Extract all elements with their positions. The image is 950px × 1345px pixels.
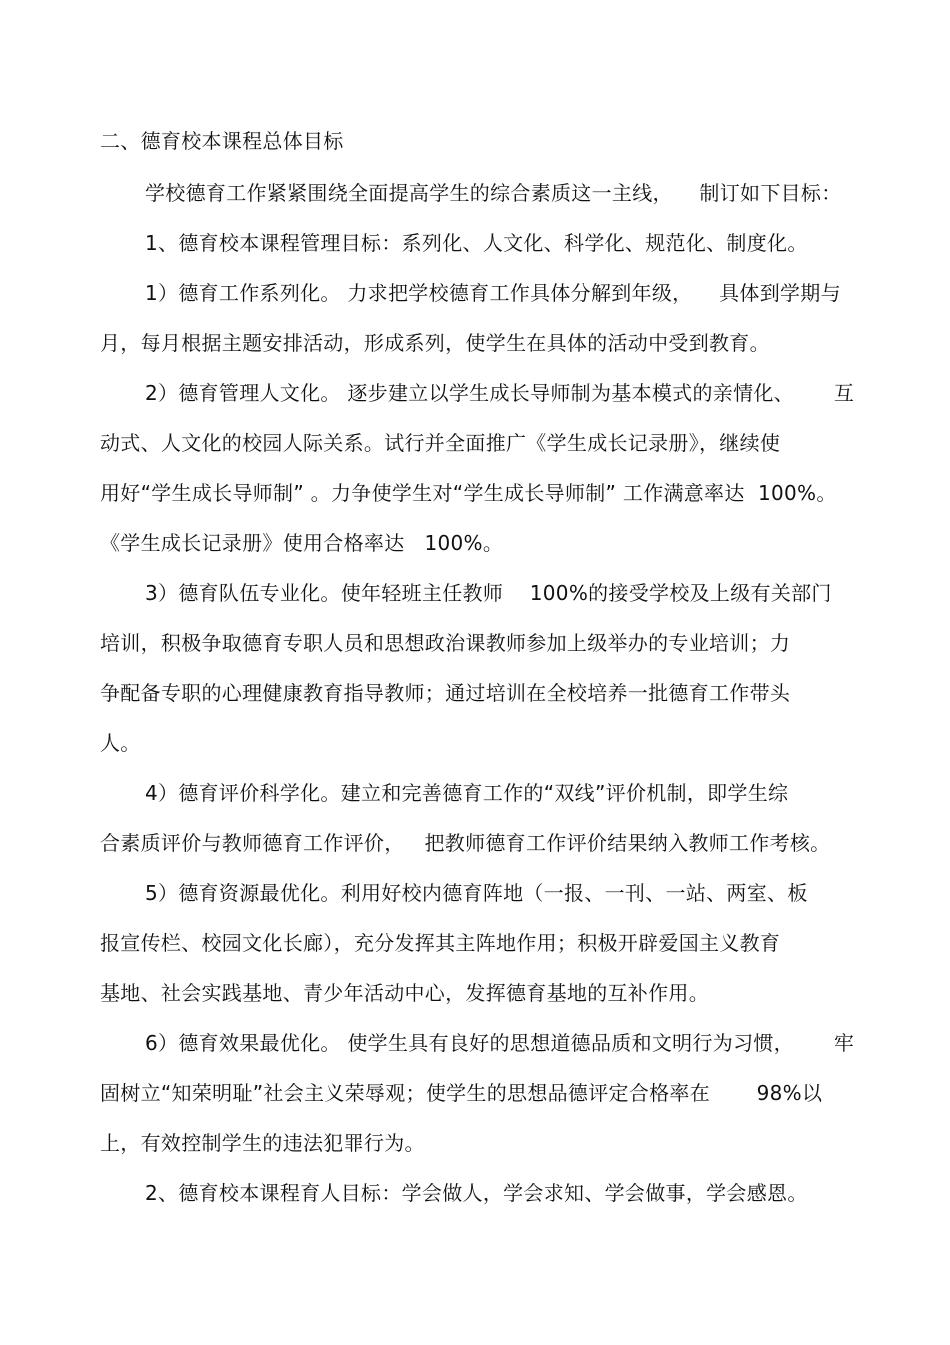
paragraph-line: 学校德育工作紧紧围绕全面提高学生的综合素质这一主线， 制订如下目标： — [145, 181, 842, 205]
paragraph-line: 报宣传栏、校园文化长廊），充分发挥其主阵地作用；积极开辟爱国主义教育 — [100, 931, 781, 955]
paragraph-line: 上，有效控制学生的违法犯罪行为。 — [100, 1131, 425, 1155]
paragraph-line: 月，每月根据主题安排活动，形成系列，使学生在具体的活动中受到教育。 — [100, 331, 770, 355]
paragraph-line: 用好“学生成长导师制” 。力争使学生对“学生成长导师制” 工作满意率达 100%。 — [100, 481, 837, 505]
paragraph-line: 4）德育评价科学化。建立和完善德育工作的“双线”评价机制，即学生综 — [145, 781, 789, 805]
paragraph-line: 动式、人文化的校园人际关系。试行并全面推广《学生成长记录册》，继续使 — [100, 431, 781, 455]
paragraph-line: 固树立“知荣明耻”社会主义荣辱观；使学生的思想品德评定合格率在 98%以 — [100, 1081, 823, 1105]
paragraph-line: 1）德育工作系列化。 力求把学校德育工作具体分解到年级， 具体到学期与 — [145, 281, 841, 305]
paragraph-line: 争配备专职的心理健康教育指导教师；通过培训在全校培养一批德育工作带头 — [100, 681, 791, 705]
paragraph-line: 合素质评价与教师德育工作评价， 把教师德育工作评价结果纳入教师工作考核。 — [100, 831, 831, 855]
paragraph-line: 6）德育效果最优化。 使学生具有良好的思想道德品质和文明行为习惯， 牢 — [145, 1031, 855, 1055]
paragraph-line: 3）德育队伍专业化。使年轻班主任教师 100%的接受学校及上级有关部门 — [145, 581, 832, 605]
section-heading: 二、德育校本课程总体目标 — [100, 129, 344, 153]
paragraph-line: 人。 — [100, 731, 141, 755]
paragraph-line: 2）德育管理人文化。 逐步建立以学生成长导师制为基本模式的亲情化、 互 — [145, 381, 855, 405]
paragraph-line: 基地、社会实践基地、青少年活动中心，发挥德育基地的互补作用。 — [100, 981, 709, 1005]
paragraph-line: 1、德育校本课程管理目标：系列化、人文化、科学化、规范化、制度化。 — [145, 231, 808, 255]
paragraph-line: 培训，积极争取德育专职人员和思想政治课教师参加上级举办的专业培训；力 — [100, 631, 791, 655]
paragraph-line: 5）德育资源最优化。利用好校内德育阵地（一报、一刊、一站、两室、板 — [145, 881, 808, 905]
paragraph-line: 《学生成长记录册》使用合格率达 100%。 — [100, 531, 504, 555]
paragraph-line: 2、德育校本课程育人目标：学会做人，学会求知、学会做事，学会感恩。 — [145, 1181, 808, 1205]
